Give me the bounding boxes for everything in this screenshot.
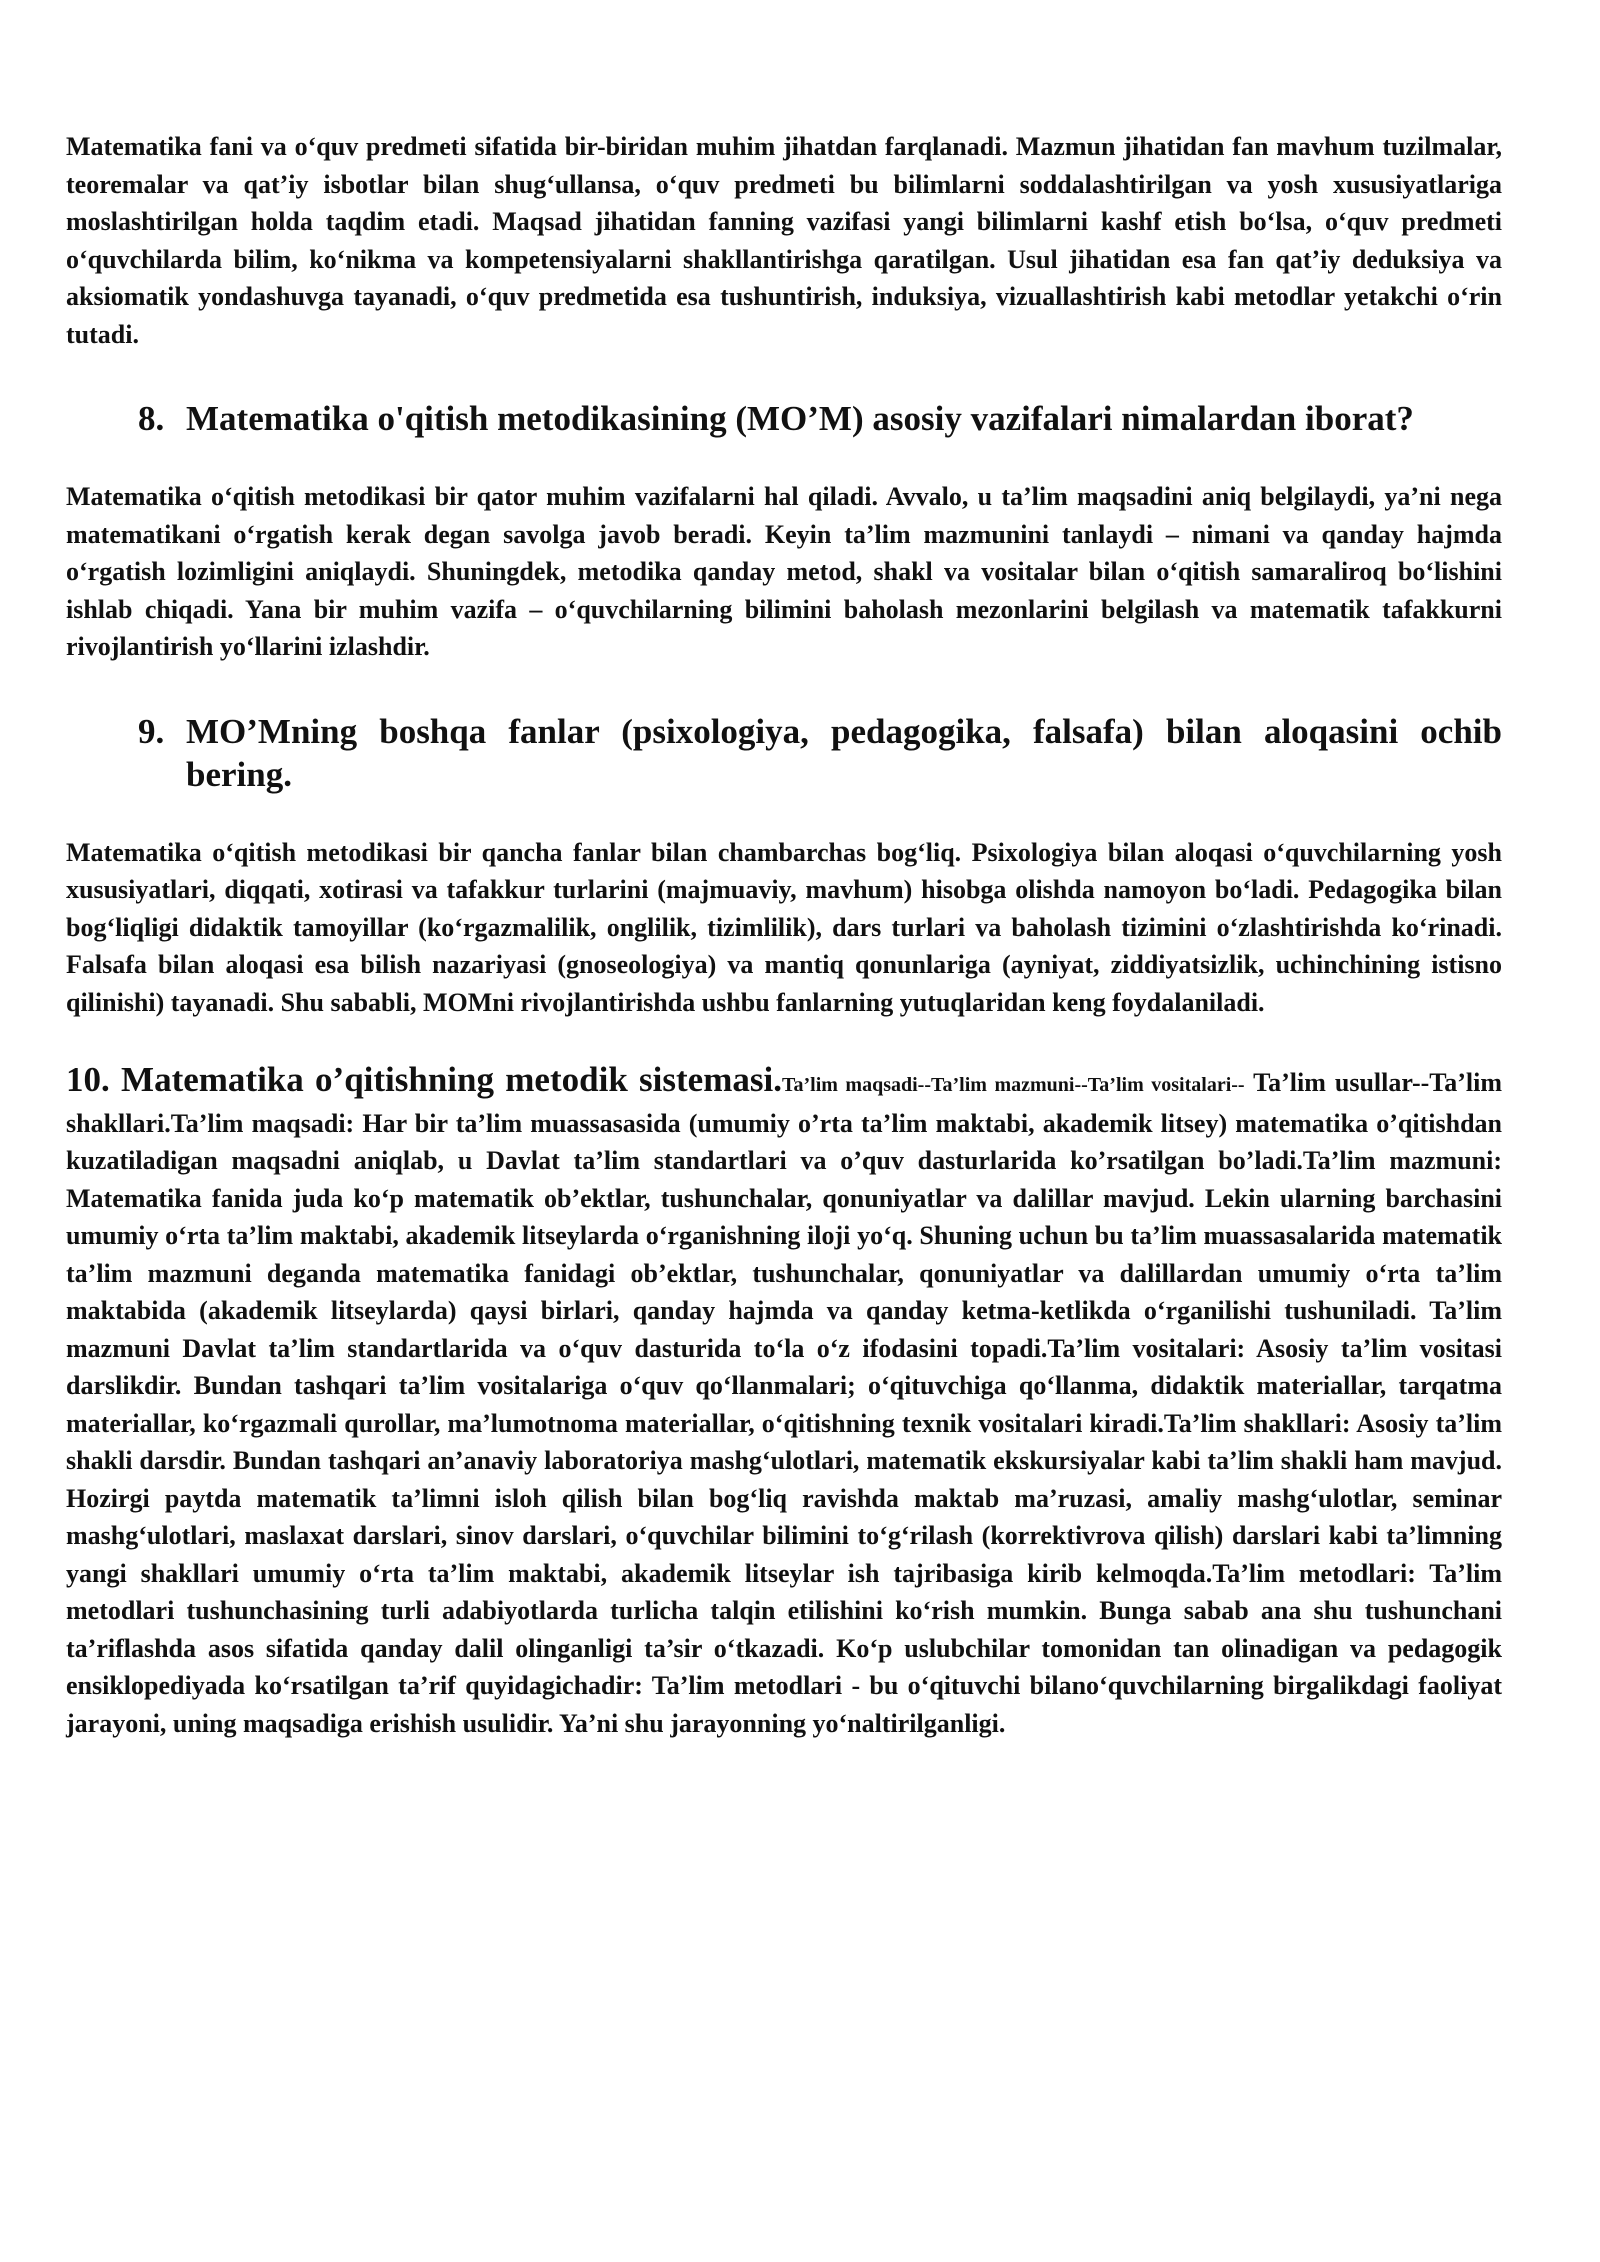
- section-10-body: Ta’lim usullar--Ta’lim shakllari.Ta’lim maqsadi: Har bir ta’lim muassasasida (umumiy o’rta ta’lim maktabi, akademik litsey) matematika o’qitishdan kuzatiladigan maqsadni aniqlab, u Davlat ta’lim standartlari va o’quv dasturlarida ko’rsatilgan bo’ladi.Ta’lim mazmuni: Matematika fanida juda ko‘p matematik ob’ektlar, tushunchalar, qonuniyatlar va dalillar mavjud. Lekin ularning barchasini umumiy o‘rta ta’lim maktabi, akademik litseylarda o‘rganishning iloji yo‘q. Shuning uchun bu ta’lim muassasalarida matematik ta’lim mazmuni deganda matematika fanidagi ob’ektlar, tushunchalar, qonuniyatlar va dalillardan umumiy o‘rta ta’lim maktabida (akademik litseylarda) qaysi birlari, qanday hajmda va qanday ketma-ketlikda o‘rganilishi tushuniladi. Ta’lim mazmuni Davlat ta’lim standartlarida va o‘quv dasturida to‘la o‘z ifodasini topadi.Ta’lim vositalari: Asosiy ta’lim vositasi darslikdir. Bundan tashqari ta’lim vositalariga o‘quv qo‘llanmalari; o‘qituvchiga qo‘llanma, didaktik materiallar, tarqatma materiallar, ko‘rgazmali qurollar, ma’lumotnoma materiallar, o‘qitishning texnik vositalari kiradi.Ta’lim shakllari: Asosiy ta’lim shakli darsdir. Bundan tashqari an’anaviy laboratoriya mashg‘ulotlari, matematik ekskursiyalar kabi ta’lim shakli ham mavjud. Hozirgi paytda matematik ta’limni isloh qilish bilan bog‘liq ravishda maktab ma’ruzasi, amaliy mashg‘ulotlar, seminar mashg‘ulotlari, maslaxat darslari, sinov darslari, o‘quvchilar bilimini to‘g‘rilash (korrektivrova qilish) darslari kabi ta’limning yangi shakllari umumiy o‘rta ta’lim maktabi, akademik litseylar ish tajribasiga kirib kelmoqda.Ta’lim metodlari: Ta’lim metodlari tushunchasining turli adabiyotlarda turlicha talqin etilishini ko‘rish mumkin. Bunga sabab ana shu tushunchani ta’riflashda asos sifatida qanday dalil olinganligi ta’sir o‘tkazadi. Ko‘p uslubchilar tomonidan tan olinadigan va pedagogik ensiklopediyada ko‘rsatilgan ta’rif quyidagichadir: Ta’lim metodlari - bu o‘qituvchi bilano‘quvchilarning birgalikdagi faoliyat jarayoni, uning maqsadiga erishish usulidir. Ya’ni shu jarayonning yo‘naltirilganligi.: [66, 1068, 1502, 1738]
- document-page: [66, 128, 1502, 1742]
- question-9-title: MO’Mning boshqa fanlar (psixologiya, pedagogika, falsafa) bilan aloqasini ochib bering.: [186, 711, 1502, 794]
- question-8-heading: [138, 397, 1502, 440]
- section-10-paragraph: [66, 1061, 1502, 1742]
- section-10-heading: 10. Matematika o’qitishning metodik sistemasi.: [66, 1060, 782, 1099]
- question-8-title: Matematika o'qitish metodikasining (MO’M) asosiy vazifalari nimalardan iborat?: [186, 399, 1414, 438]
- question-8-number: 8.: [138, 399, 165, 438]
- section-10-subheading: Ta’lim maqsadi--Ta’lim mazmuni--Ta’lim vositalari--: [781, 1074, 1245, 1096]
- question-9-answer: Matematika o‘qitish metodikasi bir qancha fanlar bilan chambarchas bog‘liq. Psixologiya bilan aloqasi o‘quvchilarning yosh xususiyatlari, diqqati, xotirasi va tafakkur turlarini (majmuaviy, mavhum) hisobga olishda namoyon bo‘ladi. Pedagogika bilan bog‘liqligi didaktik tamoyillar (ko‘rgazmalilik, onglilik, tizimlilik), dars turlari va baholash tizimini o‘zlashtirishda ko‘rinadi. Falsafa bilan aloqasi esa bilish nazariyasi (gnoseologiya) va mantiq qonunlariga (ayniyat, ziddiyatsizlik, uchinchining istisno qilinishi) tayanadi. Shu sababli, MOMni rivojlantirishda ushbu fanlarning yutuqlaridan keng foydalaniladi.: [66, 837, 1502, 1017]
- intro-paragraph: Matematika fani va o‘quv predmeti sifatida bir-biridan muhim jihatdan farqlanadi. Mazmun jihatidan fan mavhum tuzilmalar, teoremalar va qat’iy isbotlar bilan shug‘ullansa, o‘quv predmeti bu bilimlarni soddalashtirilgan va yosh xususiyatlariga moslashtirilgan holda taqdim etadi. Maqsad jihatidan fanning vazifasi yangi bilimlarni kashf etish bo‘lsa, o‘quv predmeti o‘quvchilarda bilim, ko‘nikma va kompetensiyalarni shakllantirishga qaratilgan. Usul jihatidan esa fan qat’iy deduksiya va aksiomatik yondashuvga tayanadi, o‘quv predmetida esa tushuntirish, induksiya, vizuallashtirish kabi metodlar yetakchi o‘rin tutadi.: [66, 132, 1502, 349]
- question-9-number: 9.: [138, 711, 165, 751]
- question-9-heading: [138, 710, 1502, 796]
- question-8-answer: Matematika o‘qitish metodikasi bir qator muhim vazifalarni hal qiladi. Avvalo, u ta’lim maqsadini aniq belgilaydi, ya’ni nega matematikani o‘rgatish kerak degan savolga javob beradi. Keyin ta’lim mazmunini tanlaydi – nimani va qanday hajmda o‘rgatish lozimligini aniqlaydi. Shuningdek, metodika qanday metod, shakl va vositalar bilan o‘qitish samaraliroq bo‘lishini ishlab chiqadi. Yana bir muhim vazifa – o‘quvchilarning bilimini baholash mezonlarini belgilash va matematik tafakkurni rivojlantirish yo‘llarini izlashdir.: [66, 482, 1502, 661]
